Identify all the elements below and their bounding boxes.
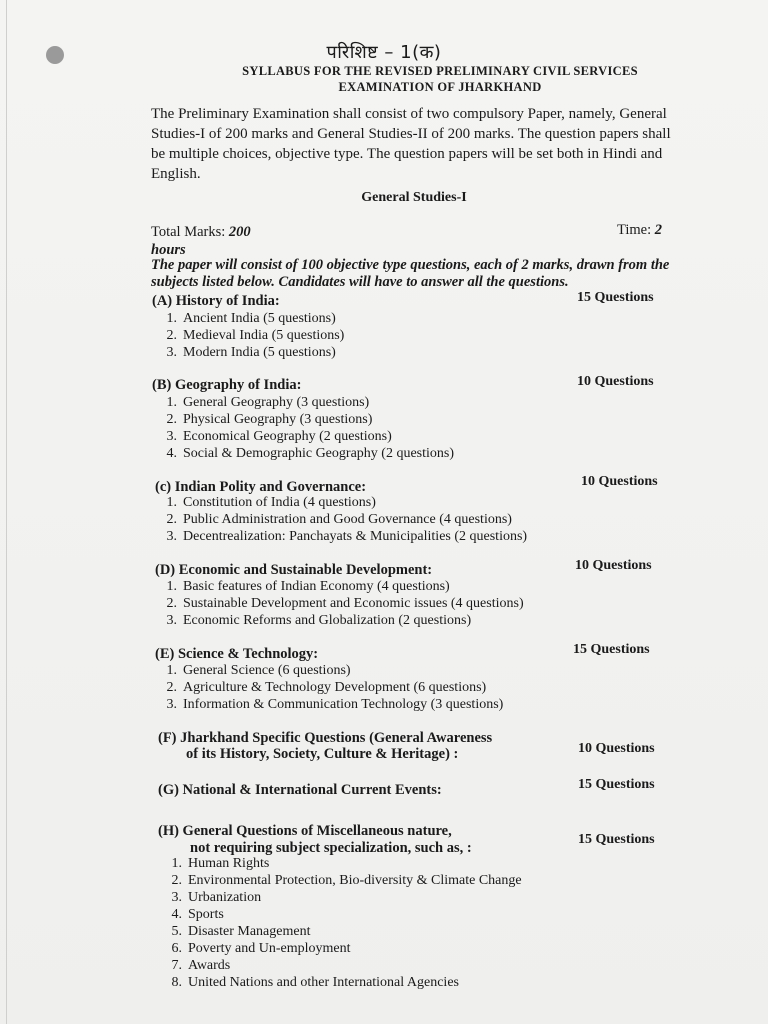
list-item: 4. Social & Demographic Geography (2 questions)	[166, 446, 454, 461]
list-item: 1. Constitution of India (4 questions)	[166, 495, 376, 510]
list-item: 3. Urbanization	[171, 890, 262, 905]
list-item: 4. Sports	[171, 907, 224, 922]
list-item: 1. General Geography (3 questions)	[166, 395, 370, 410]
list-item: 7. Awards	[171, 958, 231, 973]
section-c-title: (c) Indian Polity and Governance:	[155, 479, 367, 495]
section-f-title-line2: of its History, Society, Culture & Heritage) :	[186, 746, 459, 762]
section-f-questions: 10 Questions	[578, 741, 655, 756]
section-g-questions: 15 Questions	[578, 777, 655, 792]
list-item: 2. Medieval India (5 questions)	[166, 328, 345, 343]
time	[617, 222, 662, 239]
list-item: 2. Agriculture & Technology Development (6 questions)	[166, 680, 487, 695]
section-h-title-line2: not requiring subject specialization, such as, :	[190, 840, 472, 856]
list-item: 1. Ancient India (5 questions)	[166, 311, 336, 326]
list-item: 2. Public Administration and Good Governance (4 questions)	[166, 512, 512, 527]
section-h-questions: 15 Questions	[578, 832, 655, 847]
list-item: 1. General Science (6 questions)	[166, 663, 351, 678]
section-f-title-line1: (F) Jharkhand Specific Questions (General Awareness	[158, 730, 493, 746]
time-value: 2	[654, 222, 662, 238]
list-item: 8. United Nations and other International Agencies	[171, 975, 459, 990]
list-item: 2. Sustainable Development and Economic issues (4 questions)	[166, 596, 524, 611]
total-marks-value: 200	[228, 224, 251, 240]
section-h-title-line1: (H) General Questions of Miscellaneous nature,	[158, 823, 452, 839]
total-marks	[151, 224, 251, 241]
section-g-title: (G) National & International Current Events:	[158, 782, 442, 798]
annexure-title: परिशिष्ट – 1(क)	[326, 42, 442, 63]
section-e-questions: 15 Questions	[573, 642, 650, 657]
section-c-questions: 10 Questions	[581, 474, 658, 489]
section-b-questions: 10 Questions	[577, 374, 654, 389]
section-d-questions: 10 Questions	[575, 558, 652, 573]
intro-paragraph: The Preliminary Examination shall consist of two compulsory Paper, namely, General Studies-I of 200 marks and General Studies-II of 200 marks. The question papers shall be multiple choices, objective type. The question papers will be set both in Hindi and English.	[151, 106, 671, 182]
list-item: 5. Disaster Management	[171, 924, 311, 939]
list-item: 3. Modern India (5 questions)	[166, 345, 336, 360]
section-d-title: (D) Economic and Sustainable Development:	[155, 562, 433, 578]
list-item: 3. Economic Reforms and Globalization (2 questions)	[166, 613, 472, 628]
syllabus-heading-line2: EXAMINATION OF JHARKHAND	[338, 80, 542, 94]
section-c-list	[155, 494, 527, 545]
list-item: 3. Decentrealization: Panchayats & Municipalities (2 questions)	[166, 529, 528, 544]
hours-label: hours	[151, 242, 186, 258]
section-d-list	[155, 578, 524, 629]
list-item: 1. Human Rights	[171, 856, 270, 871]
list-item: 1. Basic features of Indian Economy (4 questions)	[166, 579, 450, 594]
section-a-questions: 15 Questions	[577, 290, 654, 305]
section-h-list	[160, 855, 522, 991]
list-item: 2. Environmental Protection, Bio-diversity & Climate Change	[171, 873, 522, 888]
page-edge	[6, 0, 7, 1024]
list-item: 6. Poverty and Un-employment	[171, 941, 351, 956]
section-e-title: (E) Science & Technology:	[155, 646, 319, 662]
list-item: 3. Economical Geography (2 questions)	[166, 429, 392, 444]
section-e-list	[155, 662, 503, 713]
section-b-title: (B) Geography of India:	[152, 377, 302, 393]
time-label: Time:	[617, 222, 652, 238]
syllabus-heading-line1: SYLLABUS FOR THE REVISED PRELIMINARY CIVIL SERVICES	[242, 64, 638, 78]
total-marks-label: Total Marks:	[151, 224, 226, 240]
list-item: 2. Physical Geography (3 questions)	[166, 412, 373, 427]
paper-title: General Studies-I	[361, 190, 467, 205]
section-a-list	[155, 310, 344, 361]
list-item: 3. Information & Communication Technology (3 questions)	[166, 697, 504, 712]
section-a-title: (A) History of India:	[152, 293, 280, 309]
section-b-list	[155, 394, 454, 462]
instructions: The paper will consist of 100 objective type questions, each of 2 marks, drawn from the subjects listed below. Candidates will have to answer all the questions.	[151, 257, 670, 290]
